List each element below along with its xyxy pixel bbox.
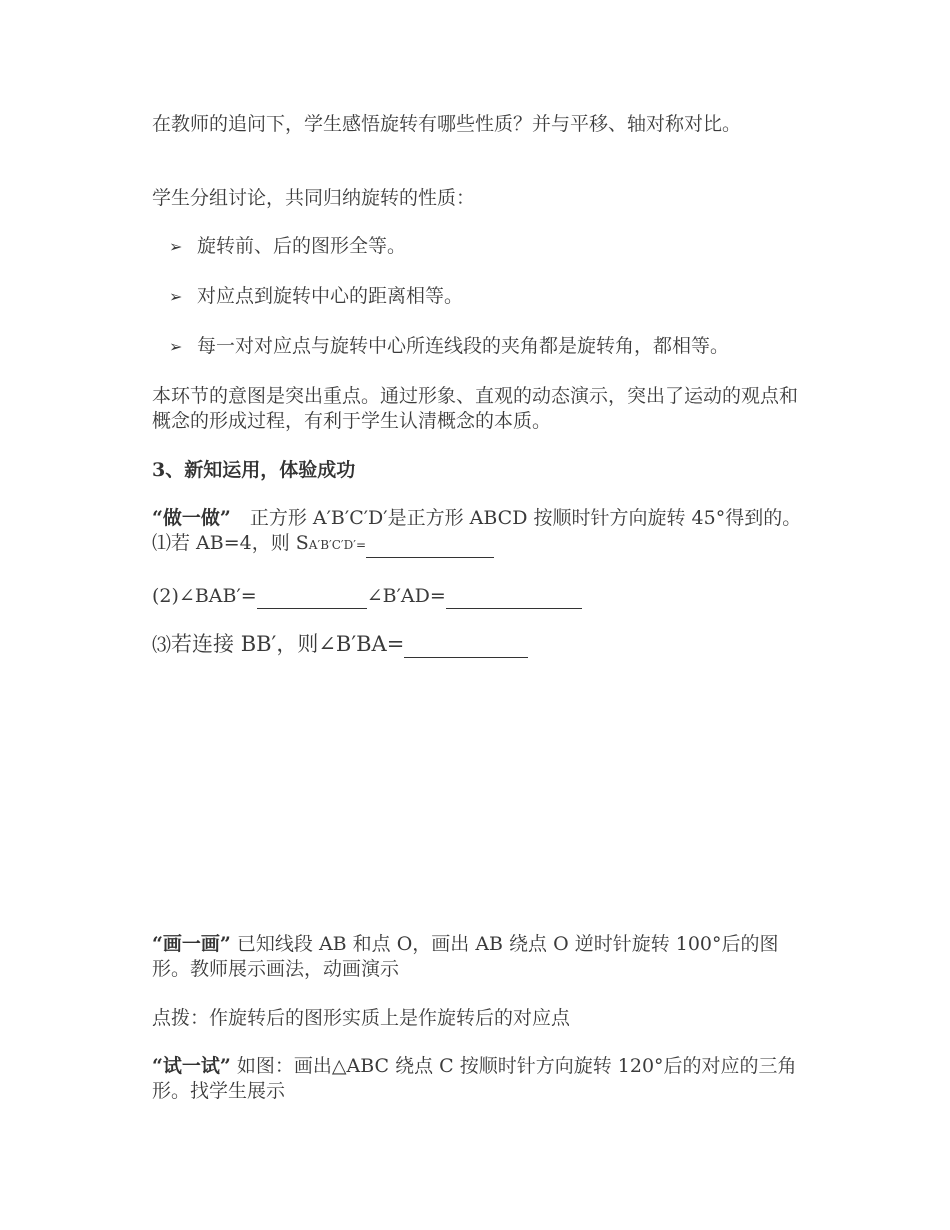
- list-item: ➢ 对应点到旋转中心的距离相等。: [169, 285, 464, 307]
- hint-paragraph: 点拨：作旋转后的图形实质上是作旋转后的对应点: [152, 1007, 571, 1029]
- answer-blank-angle-bab[interactable]: [257, 588, 367, 609]
- exercise-shi: “试一试” 如图：画出△ABC 绕点 C 按顺时针方向旋转 120°后的对应的三角形。找学生展示: [152, 1055, 797, 1102]
- arrow-bullet-icon: ➢: [169, 237, 183, 256]
- list-item: ➢ 每一对对应点与旋转中心所连线段的夹角都是旋转角，都相等。: [169, 335, 730, 357]
- exercise-label: “画一画”: [152, 933, 231, 955]
- answer-blank-area[interactable]: [366, 537, 494, 558]
- exercise-label: “做一做”: [152, 507, 231, 529]
- arrow-bullet-icon: ➢: [169, 337, 183, 356]
- section-heading: 3、新知运用，体验成功: [152, 459, 356, 481]
- property-list-3: [152, 334, 832, 359]
- answer-blank-angle-bad[interactable]: [446, 588, 582, 609]
- paragraph-intent: 本环节的意图是突出重点。通过形象、直观的动态演示，突出了运动的观点和概念的形成过程，有利于学生认清概念的本质。: [152, 385, 799, 432]
- property-list-2: [152, 284, 802, 309]
- question-2: (2)∠BAB′= ∠B′AD=: [152, 584, 582, 609]
- paragraph-group-discussion: 学生分组讨论，共同归纳旋转的性质：: [152, 187, 476, 209]
- exercise-hua: “画一画” 已知线段 AB 和点 O，画出 AB 绕点 O 逆时针旋转 100°后的图形。教师展示画法，动画演示: [152, 933, 779, 980]
- answer-blank-angle-bba[interactable]: [404, 637, 528, 658]
- property-list: [152, 234, 802, 259]
- paragraph-inquiry: 在教师的追问下，学生感悟旋转有哪些性质？并与平移、轴对称对比。: [152, 113, 742, 135]
- exercise-zuo: “做一做” 正方形 A′B′C′D′是正方形 ABCD 按顺时针方向旋转 45°得到的。⑴若 AB=4，则 SA′B′C′D′=: [152, 506, 802, 558]
- question-3: ⑶若连接 BB′，则∠B′BA=: [152, 632, 528, 658]
- list-item: ➢ 旋转前、后的图形全等。: [169, 235, 407, 257]
- exercise-label: “试一试”: [152, 1055, 231, 1077]
- subscript: A′B′C′D′: [308, 538, 356, 552]
- arrow-bullet-icon: ➢: [169, 287, 183, 306]
